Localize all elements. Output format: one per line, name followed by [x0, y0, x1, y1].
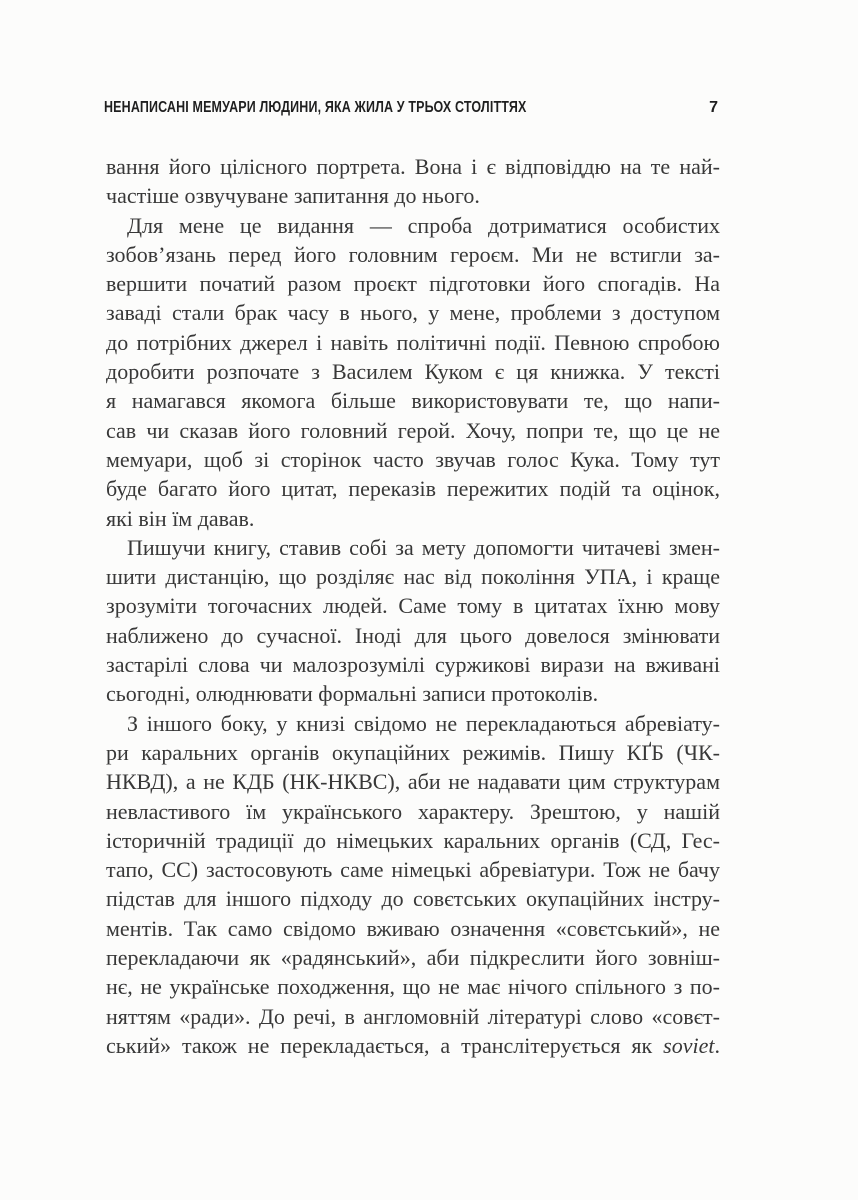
text-line: які він їм давав. — [106, 505, 255, 531]
text-line: частіше озвучуване запитання до нього. — [106, 183, 480, 209]
text-line: сав чи сказав його головний герой. Хочу, попри те, що це не — [106, 417, 720, 443]
text-line: НКВД), а не КДБ (НК-НКВС), аби не надавати цим структурам — [106, 769, 720, 795]
text-line: шити дистанцію, що розділяє нас від покоління УПА, і краще — [106, 564, 720, 590]
text-line: підстав для іншого підходу до совєтських окупаційних інстру- — [106, 886, 720, 912]
text-line: сьогодні, олюднювати формальні записи протоколів. — [106, 681, 599, 707]
running-header — [104, 100, 718, 118]
text-line: наближено до сучасної. Іноді для цього довелося змінювати — [106, 622, 720, 648]
text-line: застарілі слова чи малозрозумілі суржикові вирази на вживані — [106, 652, 720, 678]
text-line: ментів. Так само свідомо вживаю означення «совєтський», не — [106, 915, 720, 941]
text-line: вання його цілісного портрета. Вона і є відповіддю на те най- — [106, 154, 720, 179]
text-line: мемуари, щоб зі сторінок часто звучав голос Кука. Тому тут — [106, 446, 720, 472]
text-line: З іншого боку, у книзі свідомо не перекладаються абревіату- — [127, 710, 720, 736]
text-line: невластивого їм українського характеру. Зрештою, у нашій — [106, 798, 720, 824]
text-line: нє, не українське походження, що не має нічого спільного з по- — [106, 974, 720, 1000]
text-line: доробити розпочате з Василем Куком є ця книжка. У тексті — [106, 359, 720, 385]
page-number: 7 — [709, 99, 718, 116]
text-line: буде багато його цитат, переказів пережитих подій та оцінок, — [106, 476, 720, 502]
text-line: ський» також не перекладається, а транслітерується як soviet. — [106, 1032, 720, 1058]
text-line: заваді стали брак часу в нього, у мене, проблеми з доступом — [106, 300, 720, 326]
text-line: няттям «ради». До речі, в англомовній літературі слово «совєт- — [106, 1003, 720, 1029]
text-line: ри каральних органів окупаційних режимів. Пишу КҐБ (ЧК- — [106, 739, 720, 765]
text-line: історичній традиції до німецьких каральних органів (СД, Гес- — [106, 827, 720, 853]
text-line: тапо, СС) застосовують саме німецькі абревіатури. Тож не бачу — [106, 857, 720, 883]
text-line: зобов’язань перед його головним героєм. Ми не встигли за- — [106, 241, 720, 267]
text-line: зрозуміти тогочасних людей. Саме тому в цитатах їхню мову — [106, 593, 720, 619]
text-line: я намагався якомога більше використовувати те, що напи- — [106, 388, 720, 414]
text-line: до потрібних джерел і навіть політичні події. Певною спробою — [106, 329, 720, 355]
text-line: вершити початий разом проєкт підготовки його спогадів. На — [106, 271, 720, 297]
running-title: НЕНАПИСАНІ МЕМУАРИ ЛЮДИНИ, ЯКА ЖИЛА У ТРЬОХ СТОЛІТТЯХ — [104, 99, 527, 116]
text-block — [106, 152, 720, 1060]
text-line: перекладаючи як «радянський», аби підкреслити його зовніш- — [106, 945, 720, 971]
text-line: Пишучи книгу, ставив собі за мету допомогти читачеві змен- — [127, 534, 720, 560]
text-line: Для мене це видання — спроба дотриматися особистих — [127, 212, 720, 238]
